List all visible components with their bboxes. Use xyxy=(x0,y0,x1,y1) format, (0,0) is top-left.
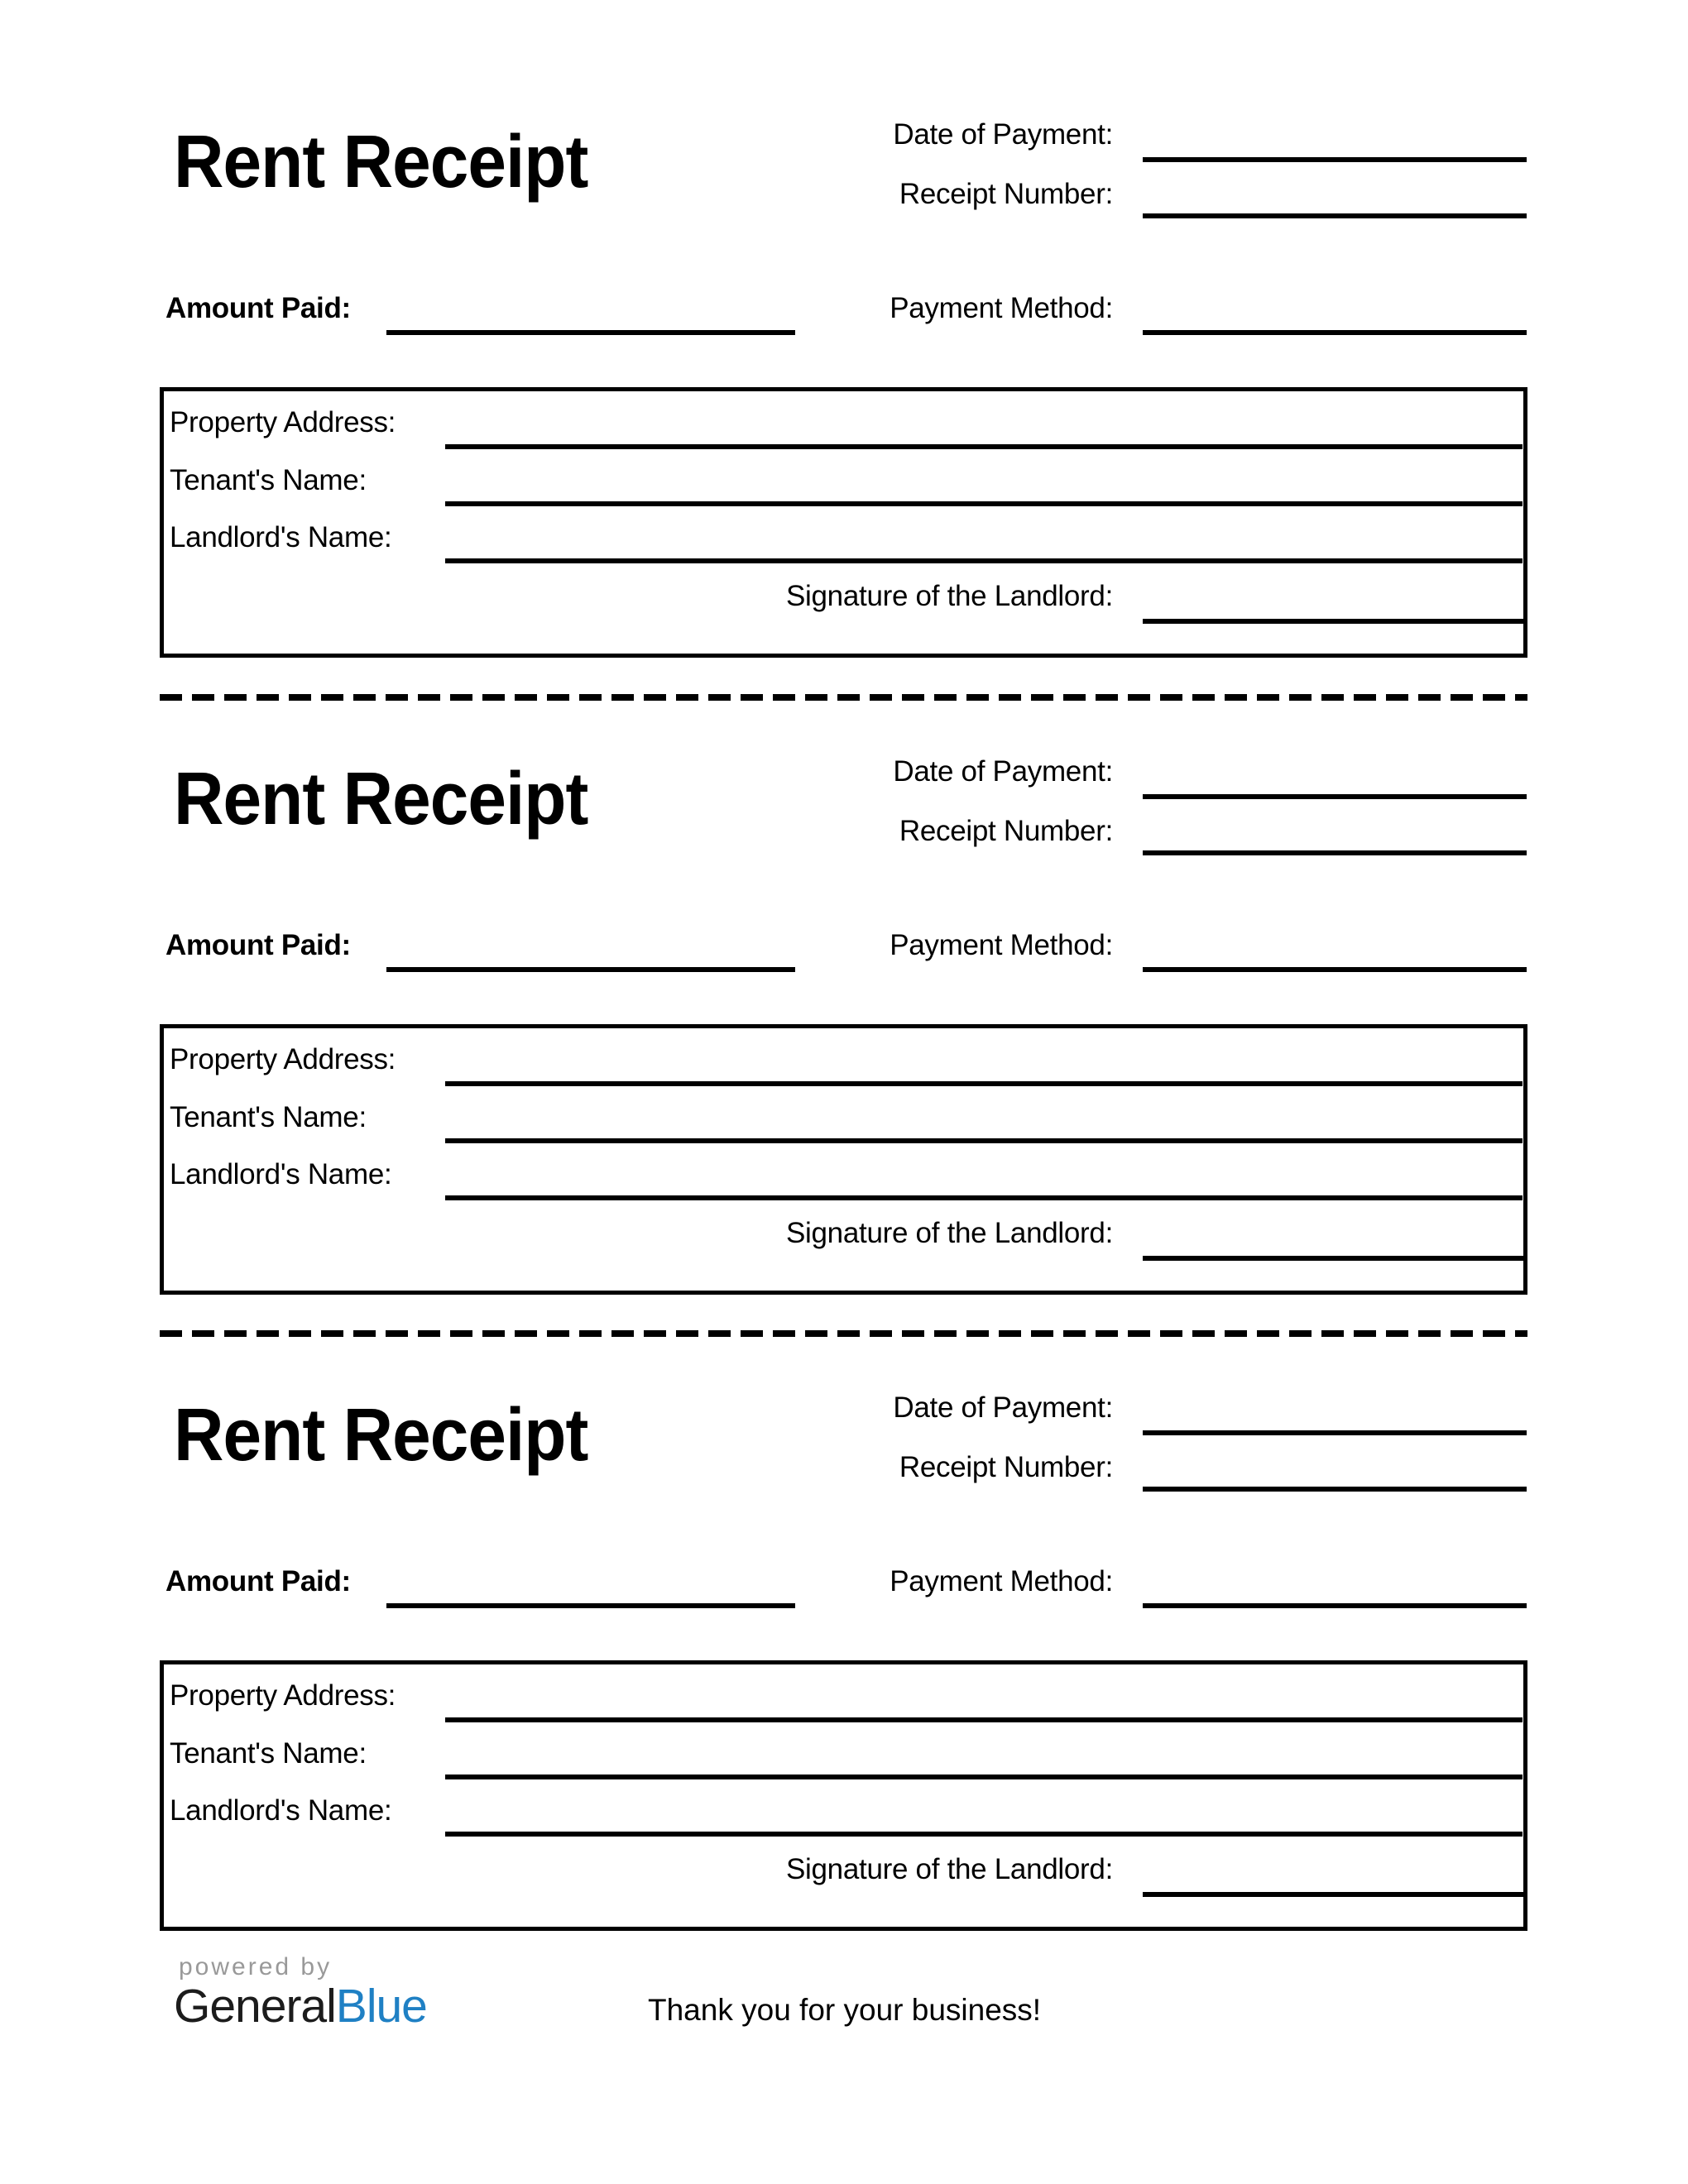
payment-method-label: Payment Method: xyxy=(890,292,1113,324)
tenant-name-line xyxy=(445,1774,1523,1779)
payment-method-label: Payment Method: xyxy=(890,1565,1113,1597)
amount-paid-label: Amount Paid: xyxy=(165,1565,351,1597)
receipt-title xyxy=(174,758,619,841)
property-address-label: Property Address: xyxy=(170,1679,396,1712)
property-address-label: Property Address: xyxy=(170,406,396,438)
powered-by-label: powered by xyxy=(179,1953,333,1980)
logo-general-text: General xyxy=(174,1980,336,2033)
landlord-name-line xyxy=(445,1195,1523,1200)
thank-you-message: Thank you for your business! xyxy=(648,1993,1042,2027)
signature-label: Signature of the Landlord: xyxy=(786,1853,1113,1885)
general-blue-logo xyxy=(174,1980,427,2032)
date-of-payment-label: Date of Payment: xyxy=(893,755,1113,788)
landlord-name-label: Landlord's Name: xyxy=(170,1158,392,1190)
landlord-name-line xyxy=(445,558,1523,563)
landlord-name-label: Landlord's Name: xyxy=(170,1794,392,1827)
property-address-line xyxy=(445,1081,1523,1086)
receipt-title xyxy=(174,121,619,204)
property-address-label: Property Address: xyxy=(170,1043,396,1075)
receipt-number-label: Receipt Number: xyxy=(899,1451,1113,1483)
amount-paid-line xyxy=(386,330,795,335)
payment-method-line xyxy=(1143,967,1527,972)
signature-label: Signature of the Landlord: xyxy=(786,580,1113,612)
tenant-name-line xyxy=(445,501,1523,506)
receipt-title-text: Rent Receipt xyxy=(174,121,588,204)
date-of-payment-line xyxy=(1143,794,1527,799)
amount-paid-line xyxy=(386,967,795,972)
receipt-section-3 xyxy=(0,1273,1688,1931)
signature-line xyxy=(1143,1256,1524,1261)
signature-line xyxy=(1143,619,1524,624)
amount-paid-label: Amount Paid: xyxy=(165,929,351,961)
receipt-number-label: Receipt Number: xyxy=(899,815,1113,847)
date-of-payment-line xyxy=(1143,1430,1527,1435)
receipt-number-line xyxy=(1143,850,1527,855)
logo-blue-text: Blue xyxy=(335,1980,427,2033)
receipt-section-2 xyxy=(0,637,1688,1295)
receipt-number-line xyxy=(1143,213,1527,218)
tenant-name-label: Tenant's Name: xyxy=(170,1101,367,1133)
receipt-title xyxy=(174,1394,619,1477)
payment-method-line xyxy=(1143,1603,1527,1608)
date-of-payment-label: Date of Payment: xyxy=(893,118,1113,151)
receipt-number-label: Receipt Number: xyxy=(899,178,1113,210)
tenant-name-label: Tenant's Name: xyxy=(170,1737,367,1770)
property-address-line xyxy=(445,1717,1523,1722)
payment-method-line xyxy=(1143,330,1527,335)
landlord-name-line xyxy=(445,1832,1523,1837)
landlord-name-label: Landlord's Name: xyxy=(170,521,392,553)
amount-paid-label: Amount Paid: xyxy=(165,292,351,324)
receipt-title-text: Rent Receipt xyxy=(174,758,588,841)
receipt-number-line xyxy=(1143,1487,1527,1492)
receipt-title-text: Rent Receipt xyxy=(174,1394,588,1477)
tenant-name-line xyxy=(445,1138,1523,1143)
payment-method-label: Payment Method: xyxy=(890,929,1113,961)
date-of-payment-line xyxy=(1143,157,1527,162)
receipt-section-1 xyxy=(0,0,1688,658)
date-of-payment-label: Date of Payment: xyxy=(893,1391,1113,1424)
property-address-line xyxy=(445,444,1523,449)
amount-paid-line xyxy=(386,1603,795,1608)
signature-line xyxy=(1143,1892,1524,1897)
signature-label: Signature of the Landlord: xyxy=(786,1217,1113,1249)
tenant-name-label: Tenant's Name: xyxy=(170,464,367,496)
